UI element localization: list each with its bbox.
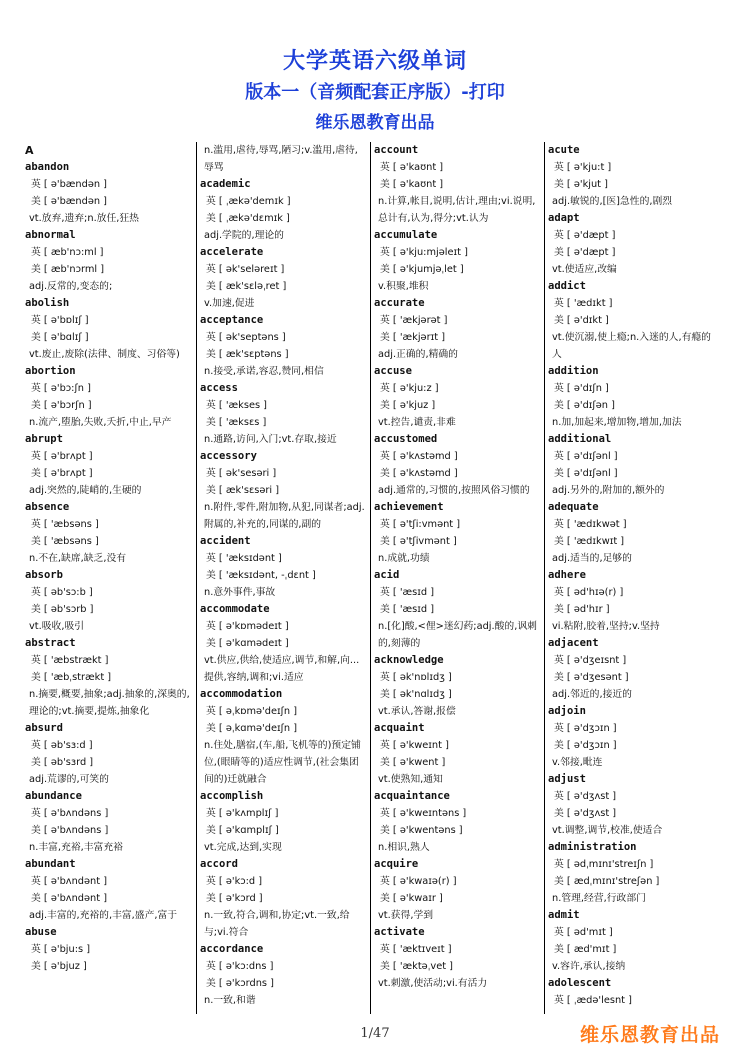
definition: n.一致,符合,调和,协定;vt.一致,给与;vi.符合 (204, 910, 350, 938)
definition: n.流产,堕胎,失败,夭折,中止,早产 (29, 417, 172, 428)
headword: additional (548, 433, 612, 445)
pronunciation: 美 [ ə'tʃivmənt ] (380, 536, 457, 547)
pronunciation: 美 [ æd'mɪt ] (554, 944, 617, 955)
definition: vt.放弃,遗弃;n.放任,狂热 (29, 213, 139, 224)
pronunciation: 英 [ 'ædɪkwət ] (554, 519, 627, 530)
definition: n.附件,零件,附加物,从犯,同谋者;adj.附属的,补充的,同谋的,副的 (204, 502, 365, 530)
headword: absurd (25, 722, 63, 734)
headword: accuse (374, 365, 412, 377)
pronunciation: 英 [ 'æbstrækt ] (31, 655, 109, 666)
pronunciation: 英 [ ə'bændən ] (31, 179, 108, 190)
pronunciation: 英 [ ə'bju:s ] (31, 944, 91, 955)
pronunciation: 美 [ ə'kaʊnt ] (380, 179, 444, 190)
headword: abrupt (25, 433, 63, 445)
definition: vt.使适应,改编 (552, 264, 617, 275)
headword: addition (548, 365, 599, 377)
definition: adj.通常的,习惯的,按照风俗习惯的 (378, 485, 530, 496)
definition: v.积聚,堆积 (378, 281, 429, 292)
definition: n.加,加起来,增加物,增加,加法 (552, 417, 682, 428)
definition: adj.另外的,附加的,额外的 (552, 485, 665, 496)
pronunciation: 英 [ 'ædɪkt ] (554, 298, 613, 309)
definition: n.不在,缺席,缺乏,没有 (29, 553, 127, 564)
pronunciation: 美 [ ə'kwaɪr ] (380, 893, 443, 904)
pronunciation: 英 [ ək'sesəri ] (206, 468, 277, 479)
pronunciation: 美 [ ˌækə'dɛmɪk ] (206, 213, 290, 224)
pronunciation: 美 [ 'ædɪkwɪt ] (554, 536, 625, 547)
pronunciation: 美 [ ə'dʒɔɪn ] (554, 740, 617, 751)
definition: adj.敏锐的,[医]急性的,剧烈 (552, 196, 673, 207)
pronunciation: 美 [ ə'brʌpt ] (31, 468, 93, 479)
definition: vt.供应,供给,使适应,调节,和解,向...提供,容纳,调和;vi.适应 (204, 655, 360, 683)
definition: vt.承认,答谢,报偿 (378, 706, 456, 717)
definition: adj.适当的,足够的 (552, 553, 632, 564)
pronunciation: 英 [ ə'kʌstəmd ] (380, 451, 458, 462)
pronunciation: 英 [ ə'dʒʌst ] (554, 791, 617, 802)
headword: abstract (25, 637, 76, 649)
headword: acid (374, 569, 400, 581)
headword: accommodate (200, 603, 270, 615)
definition: v.加速,促进 (204, 298, 255, 309)
definition: n.计算,帐目,说明,估计,理由;vi.说明,总计有,认为,得分;vt.认为 (378, 196, 536, 224)
definition: v.邻接,毗连 (552, 757, 603, 768)
headword: adhere (548, 569, 586, 581)
pronunciation: 美 [ ə'bjuz ] (31, 961, 87, 972)
pronunciation: 美 [ ə'dɪkt ] (554, 315, 609, 326)
definition: vt.获得,学到 (378, 910, 434, 921)
pronunciation: 美 [ ə'bændən ] (31, 196, 108, 207)
pronunciation: 英 [ æb'nɔ:ml ] (31, 247, 104, 258)
headword: accumulate (374, 229, 438, 241)
pronunciation: 美 [ 'æktəˌvet ] (380, 961, 453, 972)
pronunciation: 美 [ ə'bɑlɪʃ ] (31, 332, 89, 343)
pronunciation: 美 [ ə'dæpt ] (554, 247, 616, 258)
definition: n.通路,访问,入门;vt.存取,接近 (204, 434, 337, 445)
definition: n.丰富,充裕,丰富充裕 (29, 842, 123, 853)
pronunciation: 美 [ æb'nɔrml ] (31, 264, 105, 275)
pronunciation: 英 [ ˌædə'lesnt ] (554, 995, 632, 1006)
definition: adj.正确的,精确的 (378, 349, 458, 360)
pronunciation: 美 [ ædˌmɪnɪ'streʃən ] (554, 876, 660, 887)
headword: accord (200, 858, 238, 870)
definition: n.意外事件,事故 (204, 587, 276, 598)
pronunciation: 美 [ 'æksɛs ] (206, 417, 267, 428)
headword: abuse (25, 926, 57, 938)
definition: vt.使熟知,通知 (378, 774, 443, 785)
definition: n.[化]酸,<俚>迷幻药;adj.酸的,讽刺的,刻薄的 (378, 621, 537, 649)
pronunciation: 英 [ ə'kɔ:d ] (206, 876, 263, 887)
headword: abundance (25, 790, 82, 802)
headword: adjoin (548, 705, 586, 717)
pronunciation: 英 [ ə'dæpt ] (554, 230, 616, 241)
definition: n.成就,功绩 (378, 553, 430, 564)
headword: account (374, 144, 419, 156)
pronunciation: 美 [ ə'kɑmədeɪt ] (206, 638, 289, 649)
definition: vt.控告,谴责,非难 (378, 417, 456, 428)
pronunciation: 英 [ əb'sɜ:d ] (31, 740, 93, 751)
pronunciation: 英 [ ək'seləreɪt ] (206, 264, 285, 275)
pronunciation: 美 [ ə'bɔrʃn ] (31, 400, 92, 411)
headword: academic (200, 178, 251, 190)
headword: adequate (548, 501, 599, 513)
document-subtitle: 版本一（音频配套正序版）-打印 (245, 82, 505, 103)
pronunciation: 英 [ ə'kweɪnt ] (380, 740, 449, 751)
headword: acknowledge (374, 654, 444, 666)
pronunciation: 英 [ ˌækə'demɪk ] (206, 196, 291, 207)
definition: n.滥用,虐待,辱骂,陋习;v.滥用,虐待,辱骂 (204, 145, 358, 173)
pronunciation: 美 [ ə'kʌstəmd ] (380, 468, 458, 479)
pronunciation: 美 [ ə'dɪʃənl ] (554, 468, 618, 479)
definition: vi.粘附,胶着,坚持;v.坚持 (552, 621, 660, 632)
column-2 (196, 142, 370, 1014)
pronunciation: 英 [ ə'kɒmədeɪt ] (206, 621, 289, 632)
pronunciation: 美 [ ək'nɑlɪdʒ ] (380, 689, 452, 700)
headword: acquaintance (374, 790, 450, 802)
headword: accustomed (374, 433, 438, 445)
pronunciation: 英 [ 'æktɪveɪt ] (380, 944, 452, 955)
pronunciation: 英 [ 'æbsəns ] (31, 519, 99, 530)
headword: abolish (25, 297, 70, 309)
headword: absence (25, 501, 70, 513)
section-letter: A (25, 144, 34, 157)
headword: absorb (25, 569, 63, 581)
pronunciation: 美 [ 'æbˌstrækt ] (31, 672, 112, 683)
definition: v.容许,承认,接纳 (552, 961, 626, 972)
headword: accessory (200, 450, 257, 462)
headword: accurate (374, 297, 425, 309)
column-1 (22, 142, 196, 1014)
pronunciation: 英 [ ə'kɔ:dns ] (206, 961, 274, 972)
document-title: 大学英语六级单词 (282, 49, 467, 74)
headword: adapt (548, 212, 580, 224)
definition: n.管理,经营,行政部门 (552, 893, 646, 904)
pronunciation: 美 [ ə'kjut ] (554, 179, 608, 190)
pronunciation: 美 [ æk'sɛsəri ] (206, 485, 280, 496)
headword: accordance (200, 943, 264, 955)
definition: adj.突然的,陡峭的,生硬的 (29, 485, 142, 496)
pronunciation: 英 [ ə'bʌndəns ] (31, 808, 109, 819)
headword: accomplish (200, 790, 264, 802)
pronunciation: 美 [ ə'bʌndənt ] (31, 893, 108, 904)
pronunciation: 英 [ ə'dɪʃənl ] (554, 451, 618, 462)
headword: acquaint (374, 722, 425, 734)
headword: abundant (25, 858, 76, 870)
pronunciation: 美 [ 'æsɪd ] (380, 604, 435, 615)
pronunciation: 英 [ ə'kʌmplɪʃ ] (206, 808, 279, 819)
headword: adolescent (548, 977, 612, 989)
pronunciation: 英 [ əd'hɪə(r) ] (554, 587, 624, 598)
definition: adj.荒谬的,可笑的 (29, 774, 109, 785)
headword: abandon (25, 161, 70, 173)
definition: n.住处,膳宿,(车,船,飞机等的)预定铺位,(眼睛等的)适应性调节,(社会集团间的)迁就融合 (204, 740, 361, 785)
pronunciation: 英 [ ək'nɒlɪdʒ ] (380, 672, 452, 683)
headword: abortion (25, 365, 76, 377)
definition: vt.刺激,使活动;vi.有活力 (378, 978, 488, 989)
pronunciation: 美 [ æk'sɛptəns ] (206, 349, 289, 360)
definition: n.接受,承诺,容忍,赞同,相信 (204, 366, 324, 377)
pronunciation: 美 [ ə'kɑmplɪʃ ] (206, 825, 279, 836)
pronunciation: 英 [ ək'septəns ] (206, 332, 286, 343)
pronunciation: 英 [ 'ækjərət ] (380, 315, 448, 326)
watermark: 维乐恩教育出品 (580, 1024, 721, 1046)
pronunciation: 英 [ ə'dɪʃn ] (554, 383, 609, 394)
headword: abnormal (25, 229, 76, 241)
headword: addict (548, 280, 586, 292)
pronunciation: 英 [ əd'mɪt ] (554, 927, 613, 938)
definition: adj.丰富的,充裕的,丰富,盛产,富于 (29, 910, 178, 921)
pronunciation: 英 [ ə'bɔ:ʃn ] (31, 383, 91, 394)
definition: n.一致,和谐 (204, 995, 256, 1006)
pronunciation: 英 [ ədˌmɪnɪ'streɪʃn ] (554, 859, 654, 870)
headword: accident (200, 535, 251, 547)
definition: vt.吸收,吸引 (29, 621, 85, 632)
headword: accommodation (200, 688, 283, 700)
pronunciation: 美 [ 'ækjərɪt ] (380, 332, 446, 343)
pronunciation: 美 [ 'æksɪdənt, -ˌdɛnt ] (206, 570, 316, 581)
headword: activate (374, 926, 425, 938)
pronunciation: 英 [ 'æsɪd ] (380, 587, 435, 598)
pronunciation: 美 [ 'æbsəns ] (31, 536, 99, 547)
pronunciation: 美 [ ə'dɪʃən ] (554, 400, 615, 411)
pronunciation: 英 [ ə'kwaɪə(r) ] (380, 876, 457, 887)
column-3 (370, 142, 544, 1014)
headword: acquire (374, 858, 419, 870)
pronunciation: 英 [ ə'brʌpt ] (31, 451, 93, 462)
page-number: 1/47 (360, 1026, 390, 1041)
pronunciation: 英 [ ə'kju:mjəleɪt ] (380, 247, 468, 258)
column-4 (544, 142, 718, 1014)
pronunciation: 英 [ əˌkɒmə'deɪʃn ] (206, 706, 298, 717)
pronunciation: 美 [ ə'dʒʌst ] (554, 808, 617, 819)
pronunciation: 英 [ əb'sɔ:b ] (31, 587, 93, 598)
headword: accelerate (200, 246, 264, 258)
pronunciation: 英 [ ə'bɒlɪʃ ] (31, 315, 89, 326)
pronunciation: 英 [ ə'bʌndənt ] (31, 876, 108, 887)
vocabulary-columns (22, 142, 730, 1014)
definition: vt.调整,调节,校准,使适合 (552, 825, 663, 836)
publisher-line: 维乐恩教育出品 (315, 113, 435, 133)
pronunciation: 英 [ ə'kju:z ] (380, 383, 439, 394)
pronunciation: 英 [ 'ækses ] (206, 400, 268, 411)
pronunciation: 美 [ əb'sɜrd ] (31, 757, 94, 768)
headword: admit (548, 909, 580, 921)
pronunciation: 美 [ ə'kjuz ] (380, 400, 436, 411)
pronunciation: 美 [ ə'kɔrd ] (206, 893, 263, 904)
pronunciation: 英 [ ə'kju:t ] (554, 162, 612, 173)
definition: n.摘要,概要,抽象;adj.抽象的,深奥的,理论的;vt.摘要,提炼,抽象化 (29, 689, 190, 717)
pronunciation: 美 [ ə'kwent ] (380, 757, 446, 768)
headword: acceptance (200, 314, 264, 326)
pronunciation: 英 [ ə'tʃi:vmənt ] (380, 519, 461, 530)
pronunciation: 英 [ 'æksɪdənt ] (206, 553, 282, 564)
pronunciation: 英 [ ə'dʒeɪsnt ] (554, 655, 627, 666)
definition: vt.使沉溺,使上瘾;n.入迷的人,有瘾的人 (552, 332, 711, 360)
headword: achievement (374, 501, 444, 513)
pronunciation: 美 [ əˌkɑmə'deɪʃn ] (206, 723, 298, 734)
headword: adjust (548, 773, 586, 785)
pronunciation: 美 [ əd'hɪr ] (554, 604, 610, 615)
definition: adj.邻近的,接近的 (552, 689, 632, 700)
definition: vt.废止,废除(法律、制度、习俗等) (29, 349, 180, 360)
headword: access (200, 382, 238, 394)
headword: administration (548, 841, 637, 853)
headword: acute (548, 144, 580, 156)
pronunciation: 英 [ ə'dʒɔɪn ] (554, 723, 617, 734)
pronunciation: 英 [ ə'kaʊnt ] (380, 162, 444, 173)
pronunciation: 美 [ ə'kjumjəˌlet ] (380, 264, 464, 275)
pronunciation: 美 [ əb'sɔrb ] (31, 604, 94, 615)
pronunciation: 英 [ ə'kweɪntəns ] (380, 808, 467, 819)
definition: adj.反常的,变态的; (29, 281, 113, 292)
pronunciation: 美 [ æk'sɛləˌret ] (206, 281, 287, 292)
pronunciation: 美 [ ə'bʌndəns ] (31, 825, 109, 836)
pronunciation: 美 [ ə'kwentəns ] (380, 825, 463, 836)
headword: adjacent (548, 637, 599, 649)
definition: vt.完成,达到,实现 (204, 842, 282, 853)
definition: n.相识,熟人 (378, 842, 430, 853)
definition: adj.学院的,理论的 (204, 230, 284, 241)
pronunciation: 美 [ ə'dʒesənt ] (554, 672, 629, 683)
pronunciation: 美 [ ə'kɔrdns ] (206, 978, 274, 989)
